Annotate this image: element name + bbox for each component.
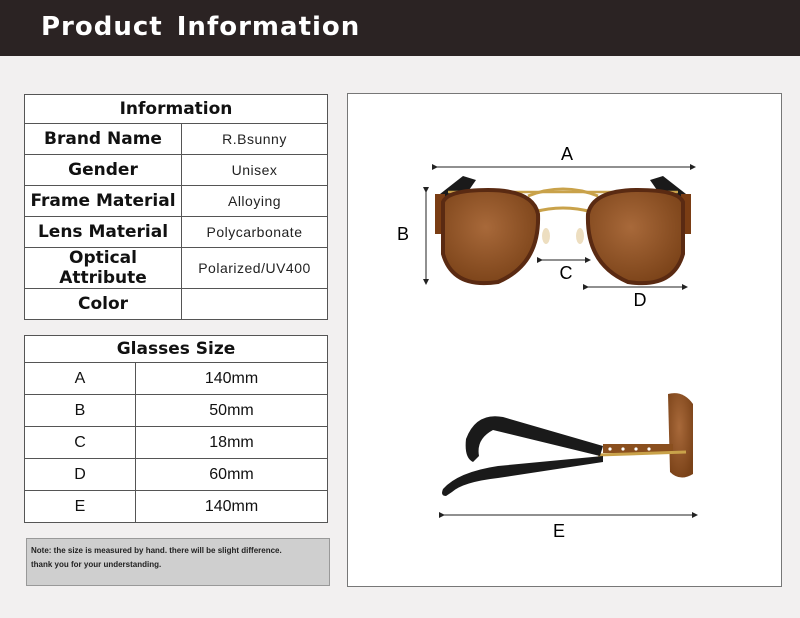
dimension-b-label: B xyxy=(396,224,410,244)
ornament-dot xyxy=(621,447,624,450)
ornament-dot xyxy=(608,447,611,450)
table-row xyxy=(25,248,328,289)
dimension-a-label: A xyxy=(560,144,574,164)
attr-key: Frame Material xyxy=(25,186,182,217)
size-table-heading: Glasses Size xyxy=(25,336,328,363)
attr-value xyxy=(182,289,328,320)
size-value: 140mm xyxy=(136,363,328,395)
side-temple-upper xyxy=(466,416,603,462)
measurement-note xyxy=(26,538,330,586)
size-value: 140mm xyxy=(136,491,328,523)
size-key: E xyxy=(25,491,136,523)
attr-value: Polarized/UV400 xyxy=(182,248,328,289)
attr-value: Alloying xyxy=(182,186,328,217)
table-row xyxy=(25,363,328,395)
nose-bridge xyxy=(534,208,592,212)
table-row xyxy=(25,491,328,523)
attr-key: Color xyxy=(25,289,182,320)
right-lens xyxy=(588,190,683,283)
right-nose-pad xyxy=(576,228,584,244)
ornament-dot xyxy=(634,447,637,450)
size-key: C xyxy=(25,427,136,459)
table-row xyxy=(25,186,328,217)
glasses-diagram xyxy=(348,94,781,586)
attr-value: Unisex xyxy=(182,155,328,186)
dimension-d-label: D xyxy=(633,290,647,310)
size-key: A xyxy=(25,363,136,395)
table-row xyxy=(25,217,328,248)
info-table-heading: Information xyxy=(25,95,328,124)
ornament-dot xyxy=(647,447,650,450)
table-row xyxy=(25,289,328,320)
side-temple-lower xyxy=(442,456,603,496)
header-bar xyxy=(0,0,800,56)
table-row xyxy=(25,155,328,186)
attr-value: Polycarbonate xyxy=(182,217,328,248)
table-row xyxy=(25,395,328,427)
attr-key: Optical Attribute xyxy=(25,248,182,289)
left-nose-pad xyxy=(542,228,550,244)
table-row xyxy=(25,459,328,491)
side-lens xyxy=(668,393,693,477)
table-row xyxy=(25,427,328,459)
table-row xyxy=(25,124,328,155)
attr-key: Gender xyxy=(25,155,182,186)
note-line: Note: the size is measured by hand. there will be slight difference. xyxy=(31,546,282,555)
size-key: B xyxy=(25,395,136,427)
info-table xyxy=(24,94,328,320)
size-table xyxy=(24,335,328,523)
attr-key: Brand Name xyxy=(25,124,182,155)
page-title: Product Information xyxy=(41,12,361,42)
dimension-e-label: E xyxy=(552,521,566,541)
size-key: D xyxy=(25,459,136,491)
attr-value: R.Bsunny xyxy=(182,124,328,155)
size-value: 18mm xyxy=(136,427,328,459)
attr-key: Lens Material xyxy=(25,217,182,248)
dimension-c-label: C xyxy=(559,263,573,283)
left-lens xyxy=(443,190,538,283)
size-value: 60mm xyxy=(136,459,328,491)
note-line: thank you for your understanding. xyxy=(31,560,162,569)
diagram-panel xyxy=(347,93,782,587)
size-value: 50mm xyxy=(136,395,328,427)
